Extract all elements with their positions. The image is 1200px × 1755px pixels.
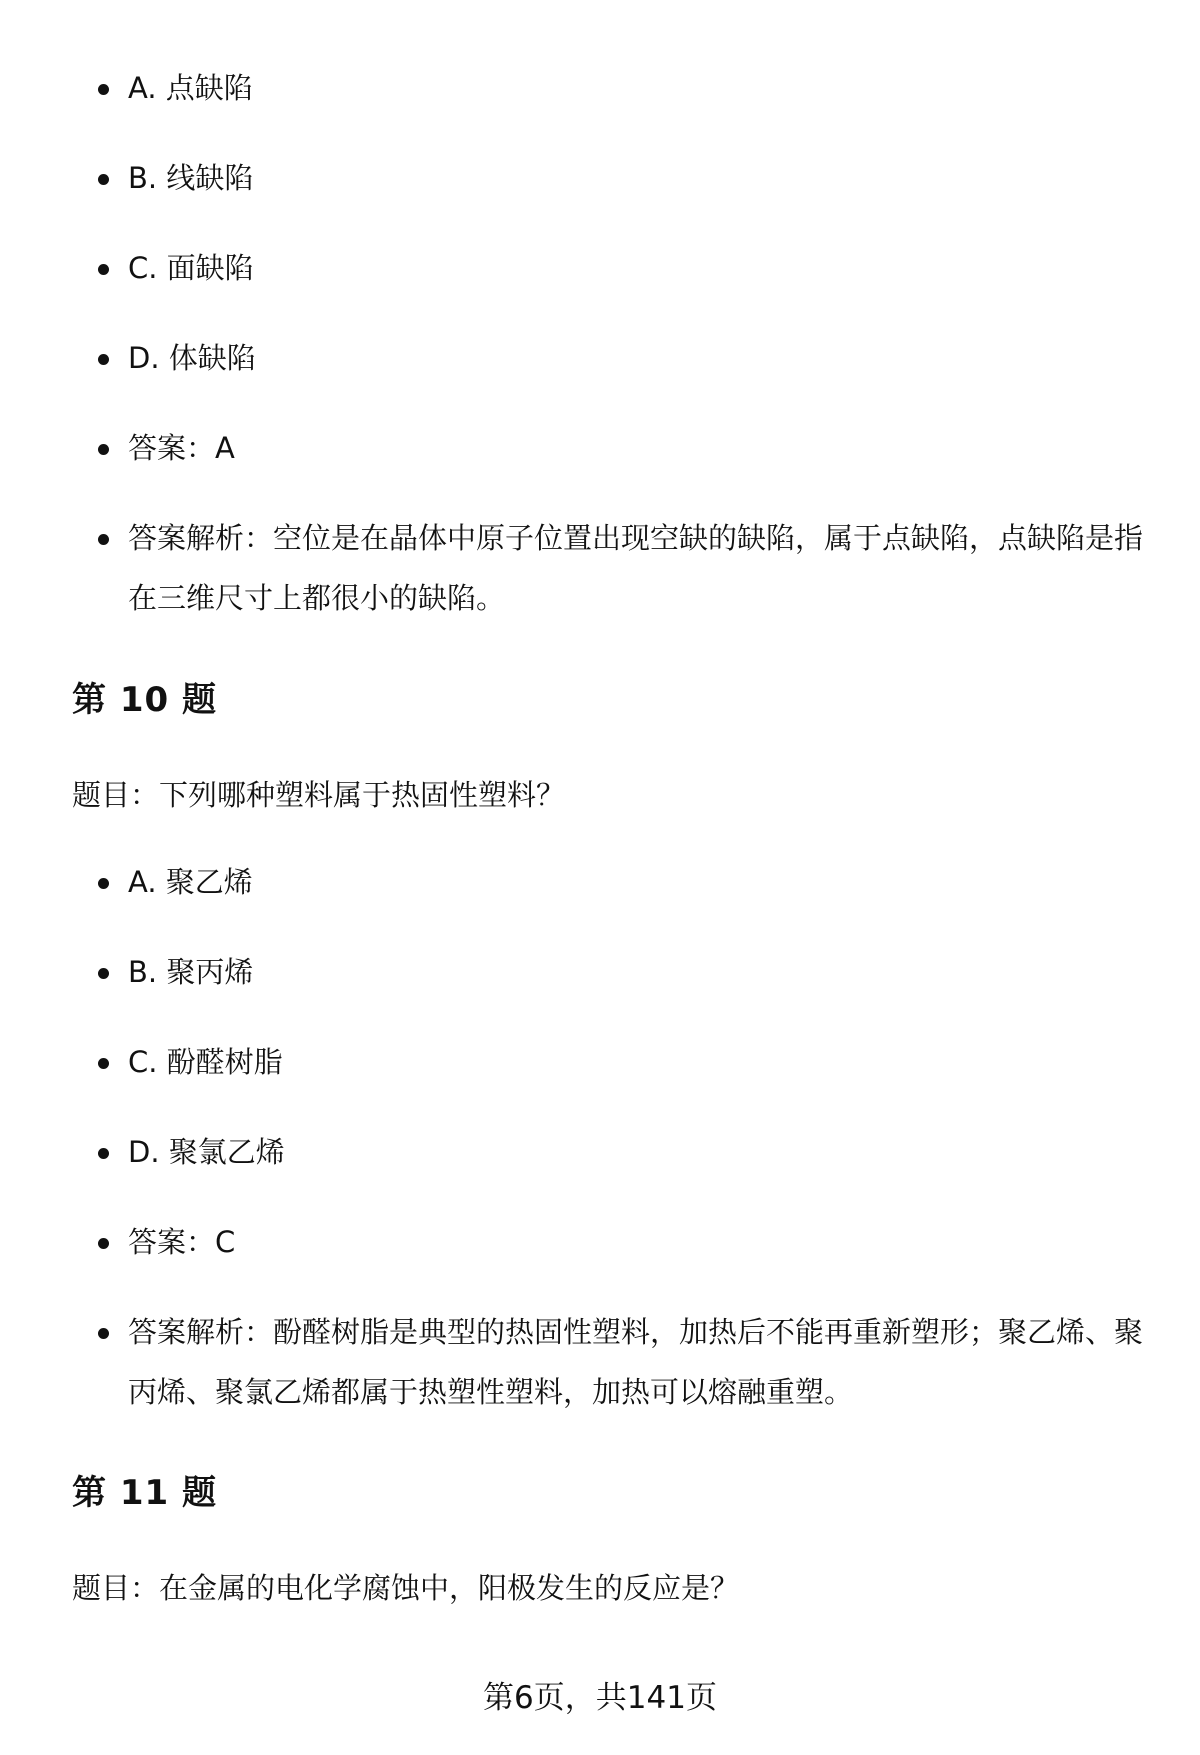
q9-explanation: 答案解析：空位是在晶体中原子位置出现空缺的缺陷，属于点缺陷，点缺陷是指在三维尺寸上都很小的缺陷。 bbox=[0, 508, 1200, 628]
q10-option-c: C. 酚醛树脂 bbox=[0, 1032, 1200, 1092]
q10-option-a: A. 聚乙烯 bbox=[0, 852, 1200, 912]
page-number-footer: 第6页，共141页 bbox=[483, 1680, 717, 1716]
q10-explanation: 答案解析：酚醛树脂是典型的热固性塑料，加热后不能再重新塑形；聚乙烯、聚丙烯、聚氯乙烯都属于热塑性塑料，加热可以熔融重塑。 bbox=[0, 1302, 1200, 1422]
q10-option-d: D. 聚氯乙烯 bbox=[0, 1122, 1200, 1182]
q9-option-d: D. 体缺陷 bbox=[0, 328, 1200, 388]
q9-option-c: C. 面缺陷 bbox=[0, 238, 1200, 298]
q10-answer: 答案：C bbox=[0, 1212, 1200, 1272]
q9-answer: 答案：A bbox=[0, 418, 1200, 478]
q10-options-list bbox=[0, 852, 1200, 1422]
q9-option-b: B. 线缺陷 bbox=[0, 148, 1200, 208]
q10-option-b: B. 聚丙烯 bbox=[0, 942, 1200, 1002]
q9-options-list bbox=[0, 58, 1200, 628]
q10-stem: 题目：下列哪种塑料属于热固性塑料？ bbox=[72, 778, 566, 812]
q10-heading: 第 10 题 bbox=[72, 680, 217, 720]
q11-heading: 第 11 题 bbox=[72, 1473, 217, 1513]
q11-stem: 题目：在金属的电化学腐蚀中，阳极发生的反应是？ bbox=[72, 1571, 740, 1605]
q9-option-a: A. 点缺陷 bbox=[0, 58, 1200, 118]
